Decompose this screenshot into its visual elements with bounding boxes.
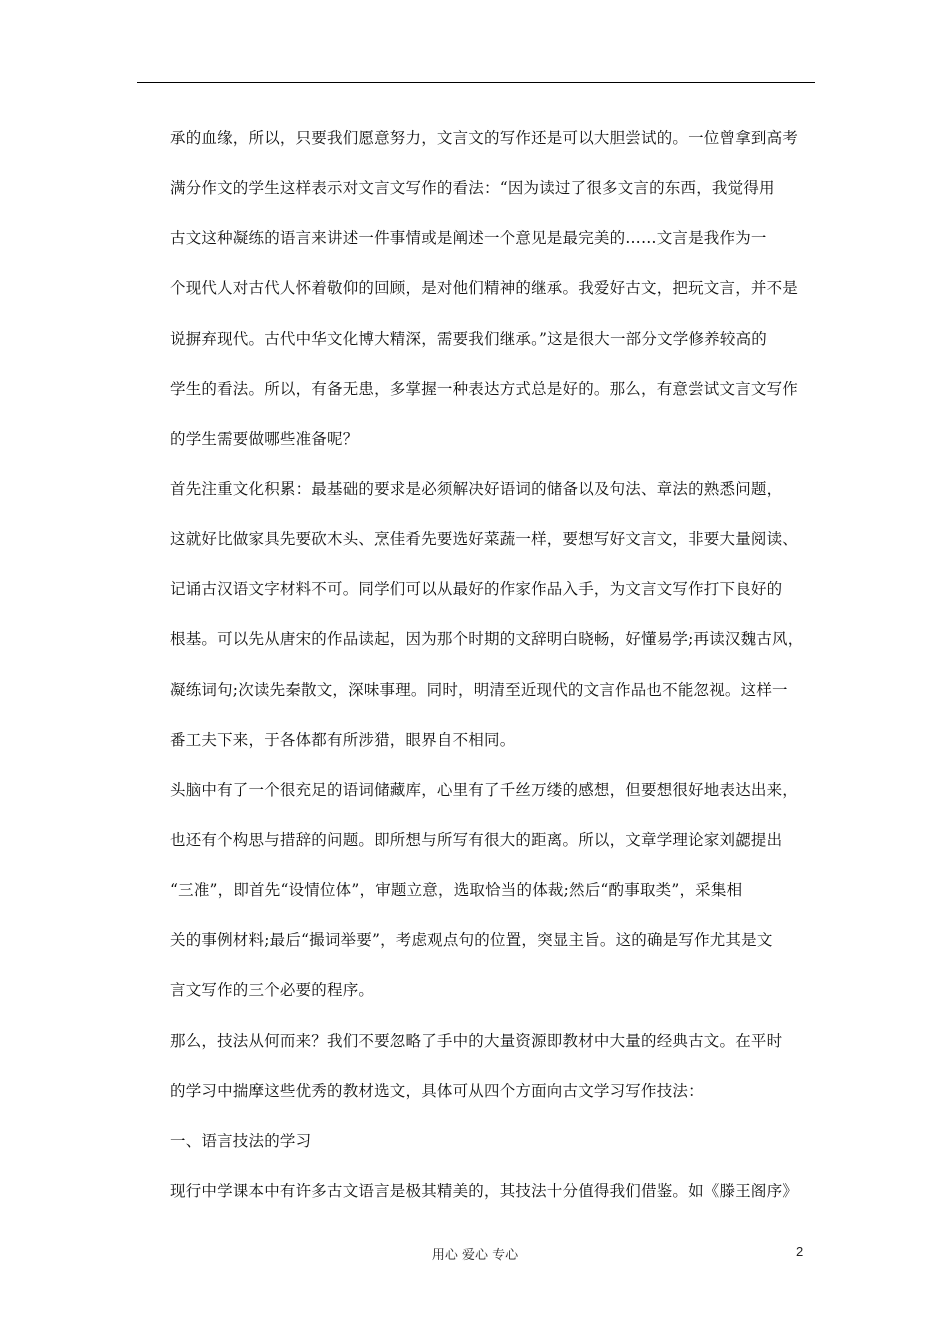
- text-line: 番工夫下来，于各体都有所涉猎，眼界自不相同。: [170, 730, 516, 749]
- text-line: 头脑中有了一个很充足的语词储藏库，心里有了千丝万缕的感想，但要想很好地表达出来，: [170, 780, 799, 799]
- text-line: 也还有个构思与措辞的问题。即所想与所写有很大的距离。所以，文章学理论家刘勰提出: [170, 830, 783, 849]
- text-line: 古文这种凝练的语言来讲述一件事情或是阐述一个意见是最完美的……文言是我作为一: [170, 229, 767, 248]
- text-line: 学生的看法。所以，有备无患，多掌握一种表达方式总是好的。那么，有意尝试文言文写作: [170, 379, 799, 398]
- text-line: “三准”，即首先“设情位体”，审题立意，选取恰当的体裁;然后“酌事取类”，采集相: [170, 881, 743, 900]
- text-line: 承的血缘，所以，只要我们愿意努力，文言文的写作还是可以大胆尝试的。一位曾拿到高考: [170, 129, 799, 147]
- text-line: 这就好比做家具先要砍木头、烹佳肴先要选好菜蔬一样，要想写好文言文，非要大量阅读、: [170, 530, 799, 549]
- text-line: 说摒弃现代。古代中华文化博大精深，需要我们继承。”这是很大一部分文学修养较高的: [170, 329, 767, 348]
- text-line: 根基。可以先从唐宋的作品读起，因为那个时期的文辞明白晓畅，好懂易学;再读汉魏古风，: [170, 630, 804, 649]
- text-line: 现行中学课本中有许多古文语言是极其精美的，其技法十分值得我们借鉴。如《滕王阁序》: [170, 1181, 799, 1200]
- section-heading: 一、语言技法的学习: [170, 1131, 312, 1150]
- text-line: 那么，技法从何而来？我们不要忽略了手中的大量资源即教材中大量的经典古文。在平时: [170, 1031, 783, 1050]
- body-text: [170, 118, 820, 1221]
- text-line: 的学习中揣摩这些优秀的教材选文，具体可从四个方面向古文学习写作技法：: [170, 1081, 704, 1100]
- page-number: 2: [796, 1244, 804, 1259]
- text-line: 关的事例材料;最后“撮词举要”，考虑观点句的位置，突显主旨。这的确是写作尤其是文: [170, 931, 773, 950]
- text-line: 凝练词句;次读先秦散文，深味事理。同时，明清至近现代的文言作品也不能忽视。这样一: [170, 680, 788, 699]
- text-line: 首先注重文化积累：最基础的要求是必须解决好语词的储备以及句法、章法的熟悉问题，: [170, 479, 783, 498]
- text-line: 记诵古汉语文字材料不可。同学们可以从最好的作家作品入手，为文言文写作打下良好的: [170, 580, 783, 599]
- text-line: 满分作文的学生这样表示对文言文写作的看法：“因为读过了很多文言的东西，我觉得用: [170, 179, 775, 198]
- text-line: 个现代人对古代人怀着敬仰的回顾，是对他们精神的继承。我爱好古文，把玩文言，并不是: [170, 279, 799, 298]
- text-line: 的学生需要做哪些准备呢？: [170, 429, 359, 448]
- header-rule: [137, 82, 815, 83]
- footer-motto: 用心 爱心 专心: [431, 1248, 519, 1263]
- text-line: 言文写作的三个必要的程序。: [170, 981, 375, 1000]
